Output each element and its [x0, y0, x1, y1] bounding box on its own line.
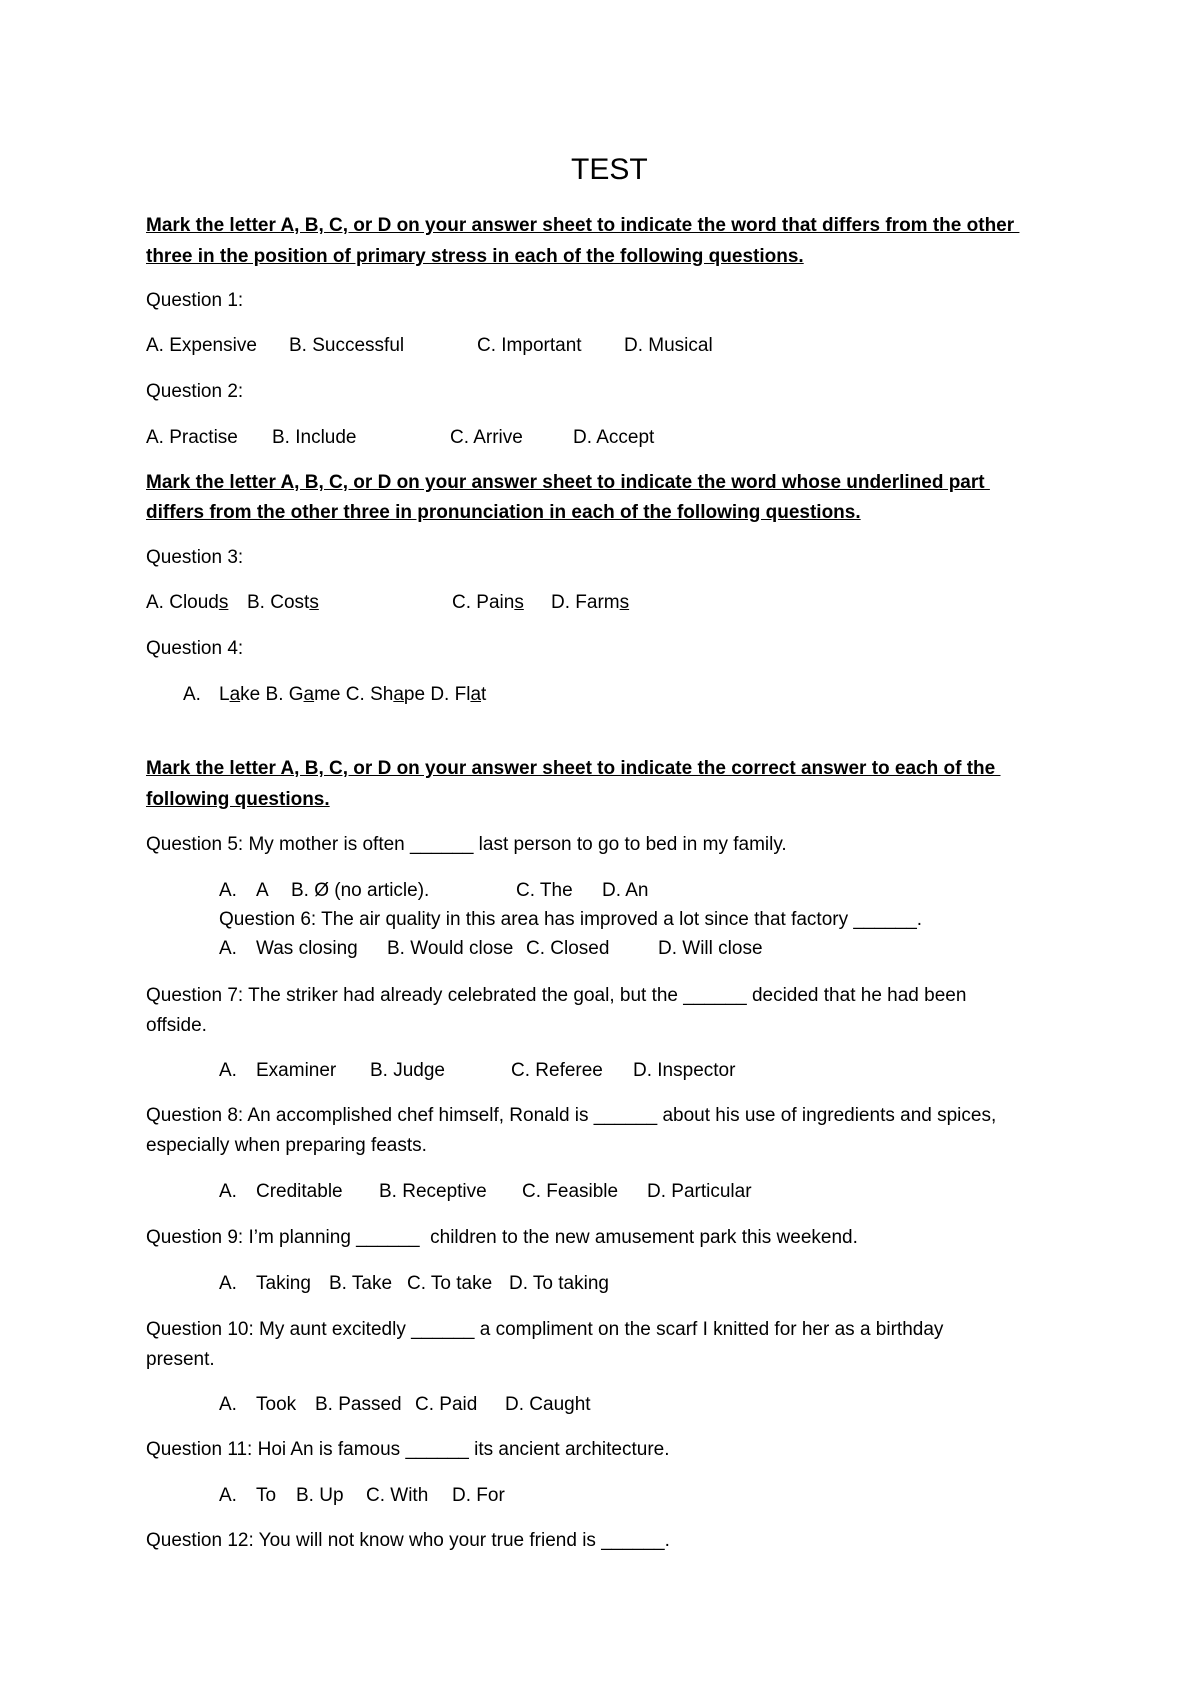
question-8	[146, 1104, 996, 1128]
question-7-label: Question 7:	[146, 985, 244, 1006]
q1-option-a: A. Expensive	[146, 335, 257, 356]
question-10	[146, 1318, 943, 1342]
q10-option-b: B. Passed	[315, 1394, 402, 1415]
q7-option-b: B. Judge	[370, 1060, 445, 1081]
question-6-text: The air quality in this area has improved a lot since that factory ______.	[316, 909, 923, 930]
q6-option-a-letter: A.	[219, 938, 237, 959]
section-1-instruction: Mark the letter A, B, C, or D on your answer sheet to indicate the word that differs from the other	[146, 215, 1020, 236]
q6-option-a: Was closing	[256, 938, 358, 959]
q4-option-d-post: t	[481, 684, 487, 705]
q3-option-c-underlined: s	[514, 592, 524, 613]
q5-option-c: C. The	[516, 880, 573, 901]
question-9-text: I’m planning ______ children to the new amusement park this weekend.	[243, 1227, 858, 1248]
q2-option-b: B. Include	[272, 427, 357, 448]
question-8-label: Question 8:	[146, 1105, 244, 1126]
q5-option-a: A	[256, 880, 269, 901]
q4-option-a-underlined: a	[229, 684, 241, 705]
q8-option-d: D. Particular	[647, 1181, 752, 1202]
question-12-text: You will not know who your true friend is ______.	[253, 1530, 670, 1551]
q9-option-d: D. To taking	[509, 1273, 609, 1294]
q2-option-a: A. Practise	[146, 427, 238, 448]
q3-option-d	[551, 591, 629, 615]
q4-option-c-underlined: a	[393, 684, 404, 705]
question-6-label: Question 6:	[219, 909, 317, 930]
q6-option-b: B. Would close	[387, 938, 514, 959]
question-9-label: Question 9:	[146, 1227, 244, 1248]
q9-option-a: Taking	[256, 1273, 311, 1294]
question-6	[219, 908, 922, 932]
q10-option-d: D. Caught	[505, 1394, 591, 1415]
q4-option-c-post: pe	[403, 684, 426, 705]
q3-option-c	[452, 591, 524, 615]
q7-option-d: D. Inspector	[633, 1060, 736, 1081]
section-2-instruction: Mark the letter A, B, C, or D on your answer sheet to indicate the word whose underlined part	[146, 472, 990, 493]
question-7-text: The striker had already celebrated the goal, but the ______ decided that he had been	[243, 985, 967, 1006]
q7-option-a-letter: A.	[219, 1060, 237, 1081]
q4-option-a-pre: L	[219, 684, 230, 705]
q3-option-c-text: C. Pain	[452, 592, 515, 613]
q3-option-d-underlined: s	[619, 592, 630, 613]
q3-option-a	[146, 591, 228, 615]
q6-option-c: C. Closed	[526, 938, 610, 959]
question-5-text: My mother is often ______ last person to go to bed in my family.	[243, 834, 787, 855]
q3-option-d-text: D. Farm	[551, 592, 620, 613]
q5-option-d: D. An	[602, 880, 649, 901]
question-2-label: Question 2:	[146, 381, 244, 402]
question-3-label: Question 3:	[146, 547, 244, 568]
question-9	[146, 1226, 858, 1250]
q4-option-d-underlined: a	[470, 684, 482, 705]
q4-option-d-pre: D. Fl	[430, 684, 471, 705]
q11-option-d: D. For	[452, 1485, 505, 1506]
q11-option-a-letter: A.	[219, 1485, 237, 1506]
question-10-text-cont: present.	[146, 1349, 215, 1370]
page-title: TEST	[571, 153, 648, 186]
question-12-label: Question 12:	[146, 1530, 254, 1551]
question-11	[146, 1438, 670, 1462]
q2-option-d: D. Accept	[573, 427, 655, 448]
q9-option-c: C. To take	[407, 1273, 493, 1294]
q3-option-b-underlined: s	[309, 592, 319, 613]
question-10-label: Question 10:	[146, 1319, 254, 1340]
section-2-instruction-cont: differs from the other three in pronunciation in each of the following questions.	[146, 502, 861, 523]
question-11-text: Hoi An is famous ______ its ancient architecture.	[252, 1439, 670, 1460]
section-3-instruction: Mark the letter A, B, C, or D on your answer sheet to indicate the correct answer to each of the	[146, 758, 1001, 779]
question-5	[146, 833, 787, 857]
q8-option-c: C. Feasible	[522, 1181, 619, 1202]
q4-option-a-letter: A.	[183, 684, 201, 705]
question-1-label: Question 1:	[146, 290, 244, 311]
question-7	[146, 984, 966, 1008]
q4-option-b-pre: B. G	[265, 684, 304, 705]
q11-option-c: C. With	[366, 1485, 429, 1506]
q3-option-b-text: B. Cost	[247, 592, 310, 613]
q5-option-a-letter: A.	[219, 880, 237, 901]
question-8-text: An accomplished chef himself, Ronald is ______ about his use of ingredients and spices,	[243, 1105, 997, 1126]
q2-option-c: C. Arrive	[450, 427, 523, 448]
question-10-text: My aunt excitedly ______ a compliment on the scarf I knitted for her as a birthday	[253, 1319, 944, 1340]
q3-option-a-text: A. Cloud	[146, 592, 219, 613]
question-12	[146, 1529, 670, 1553]
q4-option-b-underlined: a	[303, 684, 315, 705]
q10-option-c: C. Paid	[415, 1394, 478, 1415]
question-7-text-cont: offside.	[146, 1015, 207, 1036]
q7-option-c: C. Referee	[511, 1060, 603, 1081]
q1-option-d: D. Musical	[624, 335, 713, 356]
q9-option-b: B. Take	[329, 1273, 393, 1294]
q11-option-b: B. Up	[296, 1485, 344, 1506]
q3-option-b	[247, 591, 319, 615]
q4-option-a-post: ke	[240, 684, 261, 705]
section-3-instruction-cont: following questions.	[146, 789, 330, 810]
section-1-instruction-cont: three in the position of primary stress in each of the following questions.	[146, 246, 804, 267]
q4-options	[219, 683, 486, 707]
q10-option-a-letter: A.	[219, 1394, 237, 1415]
q8-option-a-letter: A.	[219, 1181, 237, 1202]
question-4-label: Question 4:	[146, 638, 244, 659]
q8-option-b: B. Receptive	[379, 1181, 487, 1202]
q6-option-d: D. Will close	[658, 938, 763, 959]
q9-option-a-letter: A.	[219, 1273, 237, 1294]
q11-option-a: To	[256, 1485, 277, 1506]
q8-option-a: Creditable	[256, 1181, 343, 1202]
q3-option-a-underlined: s	[218, 592, 229, 613]
q1-option-c: C. Important	[477, 335, 582, 356]
q10-option-a: Took	[256, 1394, 297, 1415]
question-5-label: Question 5:	[146, 834, 244, 855]
question-8-text-cont: especially when preparing feasts.	[146, 1135, 427, 1156]
q7-option-a: Examiner	[256, 1060, 337, 1081]
question-11-label: Question 11:	[146, 1439, 253, 1460]
q4-option-b-post: me	[314, 684, 341, 705]
q1-option-b: B. Successful	[289, 335, 405, 356]
q5-option-b: B. Ø (no article).	[291, 880, 430, 901]
q4-option-c-pre: C. Sh	[345, 684, 394, 705]
